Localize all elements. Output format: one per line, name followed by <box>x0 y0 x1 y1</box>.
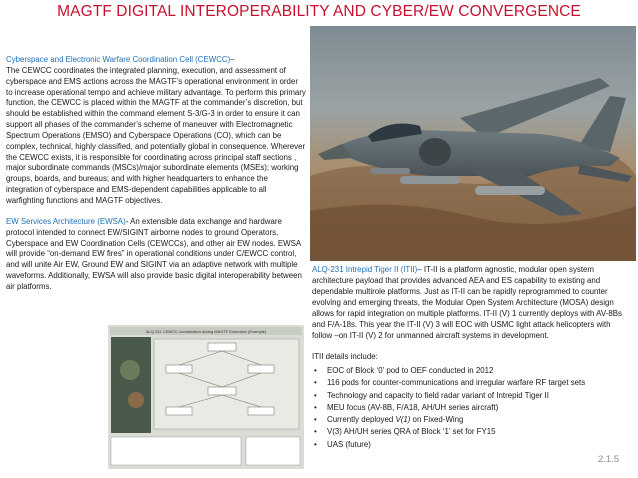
flow-node-air <box>248 365 274 373</box>
ewsa-paragraph <box>6 217 306 293</box>
gun-pod <box>370 168 410 174</box>
left-column <box>6 55 306 293</box>
satellite-map <box>111 337 151 433</box>
alq-body: – IT-II is a platform agnostic, modular open system architecture payload that provides advanced AEA and ES capability to existing and dependable multirole platforms. Just as IT-II can be rapidly reprogrammed to counter evolving and emerging threats, the Modular Open System Architecture (MOSA) design allows for rapid integration on multiple platforms. IT-II (V) 1 currently deploys with AV-8Bs and F/A-18s. This year the IT-II (V) 3 will EOC with USMC light attack helicopters with follow –on IT-II (V) 2 for unmanned aircraft systems in development. <box>312 265 622 340</box>
list-item: • MEU focus (AV-8B, F/A18, AH/UH series aircraft) <box>312 402 632 414</box>
diagram-graphic <box>108 325 304 469</box>
diagram-notes <box>111 437 241 465</box>
page-title: MAGTF DIGITAL INTEROPERABILITY AND CYBER/EW CONVERGENCE <box>57 3 581 20</box>
flow-node-cewcc <box>208 343 236 351</box>
list-item <box>312 414 632 426</box>
underwing-pod <box>400 176 460 184</box>
diagram-legend <box>246 437 300 465</box>
map-zone-2 <box>128 392 144 408</box>
list-item: • EOC of Block ‘0’ pod to OEF conducted in 2012 <box>312 365 632 377</box>
page-number: 2.1.5 <box>598 454 620 465</box>
flow-node-ground <box>166 365 192 373</box>
list-item: • Technology and capacity to field radar variant of Intrepid Tiger II <box>312 390 632 402</box>
alq-heading: ALQ-231 Intrepid Tiger II (ITII) <box>312 265 418 274</box>
cewcc-heading: Cyberspace and Electronic Warfare Coordination Cell (CEWCC) <box>6 55 231 64</box>
flow-node-sigint <box>166 407 192 415</box>
itii-intro: ITII details include: <box>312 352 378 361</box>
flow-node-ewsa <box>208 387 236 395</box>
list-item: • UAS (future) <box>312 439 632 451</box>
intake <box>419 138 451 166</box>
av8b-harrier-photo <box>310 26 636 261</box>
diagram-title: ALQ-231 CEWCC coordination during MAGTF Execution (Example) <box>145 329 267 334</box>
intrepid-tiger-pod <box>475 186 545 195</box>
cewcc-body: The CEWCC coordinates the integrated planning, execution, and assessment of cyberspace and EMS actions across the MAGTF’s operational environment in order to increase operational tempo and achieve military advantage. To perform this primary function, the CEWCC is placed within the MAGTF at the commander’s discretion, but should be established within the command element S-3/G-3 in order to ensure it can support all phases of the commander’s scheme of maneuver with Electromagnetic Spectrum Operations (EMSO) and Cyberspace Operations (CO), which can be complex, technical, highly classified, and potentially global in consequence. Wherever the CEWCC exists, it is responsible for coordinating across principal staff sections , major subordinate commands (MSCs)/major subordinate elements (MSEs); working groups, boards, and bureaus; and with higher headquarters to enhance the integration of cyberspace and EMS-dependent capabilities applicable to all warfighting functions and MAGTF objectives. <box>6 65 306 205</box>
ewsa-body: - An extensible data exchange and hardware protocol intended to connect EW/SIGINT airborne nodes to ground Operators, Cyberspace and EW Coordination Cells (CEWCCs), and other air EW nodes. EWSA will provide “on-demand EW fires” in operational conditions under C/EWCC control, and will unite Air EW, Ground EW and SIGINT via an adaptive network with multiple waveforms. Additionally, EWSA will also provide basic digital interoperability between air platforms. <box>6 216 302 291</box>
cewcc-paragraph <box>6 55 306 207</box>
list-item: • 116 pods for counter-communications and irregular warfare RF target sets <box>312 377 632 389</box>
list-item-text: on Fixed-Wing <box>410 415 464 425</box>
cewcc-dash: – <box>230 55 235 64</box>
map-zone <box>120 360 140 380</box>
itii-details-list <box>312 365 632 451</box>
flow-node-itii <box>248 407 274 415</box>
list-item-text: Currently deployed <box>327 415 396 425</box>
list-item: • V(3) AH/UH series QRA of Block ‘1’ set for FY15 <box>312 426 632 438</box>
cewcc-coordination-diagram <box>108 325 304 469</box>
right-column <box>312 264 632 451</box>
list-item-emphasis: V(1) <box>395 415 411 425</box>
alq-paragraph <box>312 264 632 341</box>
harrier-jet-image <box>310 26 636 261</box>
ewsa-heading: EW Services Architecture (EWSA) <box>6 216 126 226</box>
